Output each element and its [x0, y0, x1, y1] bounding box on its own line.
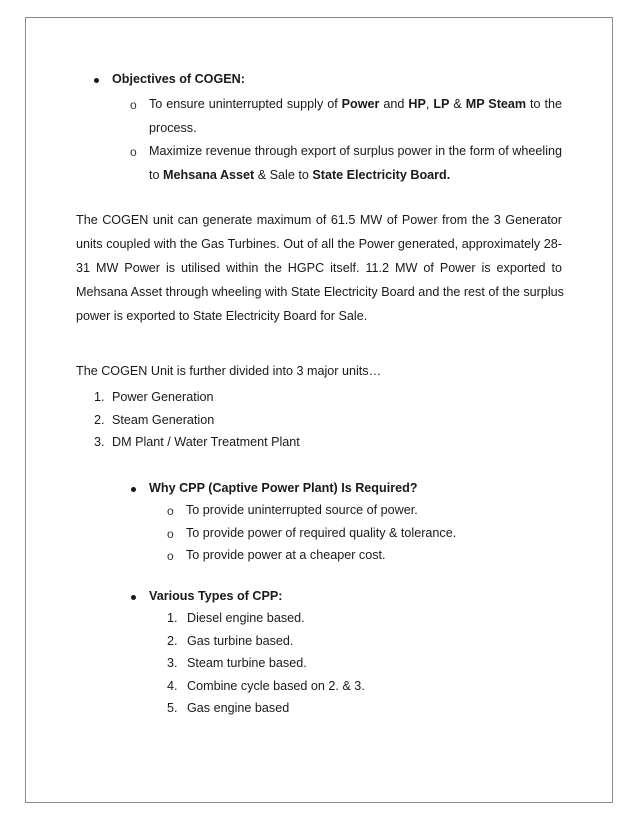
unit-item: Steam Generation: [112, 413, 215, 427]
unit-number: 2.: [94, 413, 105, 427]
paragraph-line: power is exported to State Electricity Board for Sale.: [76, 309, 368, 323]
type-item: Gas turbine based.: [187, 634, 294, 648]
type-item: Gas engine based: [187, 701, 290, 715]
type-item: Combine cycle based on 2. & 3.: [187, 679, 365, 693]
type-number: 3.: [167, 656, 178, 670]
unit-number: 3.: [94, 435, 105, 449]
sub-bullet-icon: o: [130, 145, 137, 159]
objective-1-line-1: To ensure uninterrupted supply of Power and HP, LP & MP Steam to the: [149, 97, 563, 111]
paragraph-line: 31 MW Power is utilised within the HGPC itself. 11.2 MW of Power is exported to: [76, 261, 562, 275]
bullet-icon: [131, 487, 136, 492]
type-item: Steam turbine based.: [187, 656, 307, 670]
bullet-icon: [131, 595, 136, 600]
sub-bullet-icon: o: [167, 504, 174, 518]
why-cpp-item: To provide uninterrupted source of power.: [186, 503, 418, 517]
why-cpp-item: To provide power of required quality & tolerance.: [186, 526, 457, 540]
type-number: 2.: [167, 634, 178, 648]
unit-item: DM Plant / Water Treatment Plant: [112, 435, 300, 449]
type-number: 4.: [167, 679, 178, 693]
units-intro: The COGEN Unit is further divided into 3 major units…: [76, 364, 382, 378]
paragraph-line: units coupled with the Gas Turbines. Out of all the Power generated, approximately 28-: [76, 237, 562, 251]
type-number: 5.: [167, 701, 178, 715]
objective-1-line-2: process.: [149, 121, 197, 135]
type-item: Diesel engine based.: [187, 611, 305, 625]
type-number: 1.: [167, 611, 178, 625]
types-cpp-heading: Various Types of CPP:: [149, 589, 283, 603]
unit-item: Power Generation: [112, 390, 214, 404]
paragraph-line: Mehsana Asset through wheeling with State Electricity Board and the rest of the surplus: [76, 285, 564, 299]
sub-bullet-icon: o: [167, 527, 174, 541]
sub-bullet-icon: o: [130, 98, 137, 112]
unit-number: 1.: [94, 390, 105, 404]
paragraph-line: The COGEN unit can generate maximum of 61.5 MW of Power from the 3 Generator: [76, 213, 562, 227]
objective-2-line-2: to Mehsana Asset & Sale to State Electricity Board.: [149, 168, 451, 182]
why-cpp-heading: Why CPP (Captive Power Plant) Is Required?: [149, 481, 418, 495]
bullet-icon: [94, 78, 99, 83]
why-cpp-item: To provide power at a cheaper cost.: [186, 548, 386, 562]
objective-2-line-1: Maximize revenue through export of surplus power in the form of wheeling: [149, 144, 563, 158]
sub-bullet-icon: o: [167, 549, 174, 563]
objectives-heading: Objectives of COGEN:: [112, 72, 245, 86]
